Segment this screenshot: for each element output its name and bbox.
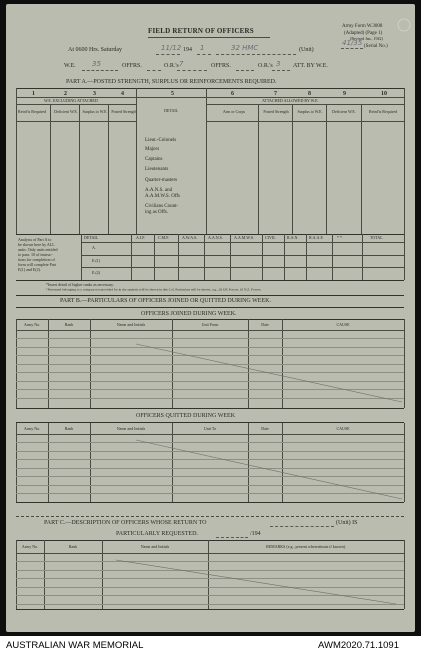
analysis-note-line: E(1) and E(2). bbox=[18, 267, 41, 272]
analysis-header: C.M.F. bbox=[158, 235, 170, 240]
we-ors-handwriting: 7 bbox=[179, 60, 184, 68]
table-header: CAUSE bbox=[336, 322, 350, 327]
part-c-heading: PART C.—DESCRIPTION OF OFFICERS WHOSE RETURN TO bbox=[44, 520, 207, 526]
table-header: Rank bbox=[64, 322, 74, 327]
analysis-row-label: E.(2) bbox=[92, 270, 101, 275]
table-header: Date bbox=[261, 322, 269, 327]
rank-label: ing as Offs. bbox=[145, 210, 169, 215]
table-header: Unit From bbox=[201, 322, 219, 327]
serial-label: (Serial No.) bbox=[364, 44, 388, 49]
analysis-header: A.A.M.W.S. bbox=[234, 235, 254, 240]
table-header: Name and Initials bbox=[140, 544, 170, 549]
adapted-label: (Adapted) (Page 1) bbox=[344, 31, 383, 36]
serial-handwriting: 41/35 bbox=[342, 39, 363, 47]
column-number: 9 bbox=[343, 91, 346, 97]
column-header: Deficient W.E. bbox=[332, 109, 356, 114]
joined-title: OFFICERS JOINED DURING WEEK. bbox=[141, 311, 237, 317]
footnote-ranks: *Insert detail of higher ranks as necessary. bbox=[46, 282, 114, 287]
rank-label: Civilians Count- bbox=[145, 204, 179, 209]
at-line-label: At 0600 Hrs. Saturday bbox=[68, 47, 122, 53]
analysis-header: TOTAL bbox=[370, 235, 383, 240]
rank-label: Lieut.-Colonels bbox=[145, 138, 177, 143]
part-c-year: /194 bbox=[250, 531, 261, 537]
table-header: Rank bbox=[64, 426, 74, 431]
caption-right: AWM2020.71.1091 bbox=[318, 640, 399, 651]
column-header: Posted Strength bbox=[263, 109, 289, 114]
rank-label: A.A.N.S. and bbox=[145, 188, 173, 193]
analysis-header: DETAIL bbox=[84, 235, 99, 240]
unit-label: (Unit) bbox=[299, 47, 314, 53]
column-header: Posted Strength bbox=[111, 109, 137, 114]
rank-label: Lieutenants bbox=[145, 167, 169, 172]
column-header: Arm or Corps bbox=[222, 109, 246, 114]
table-header: Army No. bbox=[23, 426, 41, 431]
analysis-header: CIVIL bbox=[265, 235, 276, 240]
part-c-unit-label: (Unit) IS bbox=[336, 520, 358, 526]
rank-label: A.A.M.W.S. Offs bbox=[145, 194, 181, 199]
we-ors-label: O.R.'s bbox=[164, 63, 179, 69]
table-header: Date bbox=[261, 426, 269, 431]
analysis-row-label: E.(1) bbox=[92, 258, 101, 263]
table-header: CAUSE bbox=[336, 426, 350, 431]
column-number: 10 bbox=[381, 91, 387, 97]
revised-label: (Revised Jan., 1942) bbox=[350, 36, 383, 41]
rank-label: Quarter-masters bbox=[145, 178, 178, 183]
archive-stamp bbox=[395, 16, 413, 34]
we-offrs-label: OFFRS. bbox=[122, 63, 142, 69]
analysis-header: * * bbox=[337, 235, 342, 240]
year-prefix: 194 bbox=[183, 47, 192, 53]
quitted-title: OFFICERS QUITTED DURING WEEK bbox=[136, 413, 236, 419]
cancellation-strokes bbox=[6, 4, 415, 632]
column-number: 1 bbox=[32, 91, 35, 97]
analysis-header: A.A.N.S. bbox=[208, 235, 223, 240]
column-number: 5 bbox=[171, 91, 174, 97]
analysis-header: R.A.N. bbox=[287, 235, 299, 240]
analysis-header: A.I.F. bbox=[136, 235, 146, 240]
analysis-note-line: Analysis of Part A to bbox=[18, 237, 52, 242]
rank-label: Captains bbox=[145, 157, 163, 162]
part-c-heading-b: PARTICULARLY REQUESTED. bbox=[116, 531, 198, 537]
att-ors-handwriting: 3 bbox=[276, 60, 281, 68]
analysis-note-line: be shown here by ALL bbox=[18, 242, 55, 247]
table-header: Army No. bbox=[21, 544, 39, 549]
analysis-row-label: A. bbox=[92, 245, 96, 250]
column-header: Reinf'ts Required bbox=[369, 109, 397, 114]
column-number: 8 bbox=[308, 91, 311, 97]
analysis-note-line: units. Only units entitled bbox=[18, 247, 58, 252]
table-header: REMARKS (e.g., present whereabouts if known). bbox=[266, 544, 346, 549]
column-header: Surplus to W.E. bbox=[297, 109, 323, 114]
we-offrs-handwriting: 35 bbox=[92, 60, 101, 68]
column-number: 6 bbox=[231, 91, 234, 97]
detail-header: DETAIL bbox=[164, 108, 179, 113]
att-ors-label: O.R.'s bbox=[258, 63, 273, 69]
att-by-we-label: ATT. BY W.E. bbox=[293, 63, 328, 69]
table-header: Name and Initials bbox=[116, 426, 146, 431]
date-handwriting: 11/12 bbox=[161, 44, 182, 52]
column-number: 2 bbox=[64, 91, 67, 97]
unit-handwriting: 32 HMC bbox=[231, 44, 259, 52]
table-header: Army No. bbox=[23, 322, 41, 327]
column-number: 3 bbox=[93, 91, 96, 97]
form-title: FIELD RETURN OF OFFICERS bbox=[148, 27, 254, 35]
we-excluding-label: W.E. EXCLUDING ATTACHED bbox=[44, 98, 98, 103]
analysis-note-line: to para. 10 of instruc- bbox=[18, 252, 53, 257]
column-header: Reinf'ts Required bbox=[18, 109, 46, 114]
caption-bar bbox=[0, 636, 421, 653]
table-header: Rank bbox=[68, 544, 78, 549]
year-handwriting: 1 bbox=[200, 44, 205, 52]
analysis-header: A.W.A.S. bbox=[182, 235, 198, 240]
part-a-heading: PART A.—POSTED STRENGTH, SURPLUS OR REINFORCEMENTS REQUIRED. bbox=[66, 79, 277, 85]
part-b-heading: PART B.—PARTICULARS OF OFFICERS JOINED OR QUITTED DURING WEEK. bbox=[60, 298, 271, 304]
caption-left: AUSTRALIAN WAR MEMORIAL bbox=[6, 640, 144, 651]
footnote-categories: *Personnel belonging to a category not provided for in the analysis will be shown in this Col. Particulars will be shown, e.g., 26 UK Forces, 10 N.Z. Forces. bbox=[46, 287, 262, 292]
table-header: Unit To bbox=[203, 426, 217, 431]
column-number: 4 bbox=[121, 91, 124, 97]
form-sheet bbox=[6, 4, 415, 632]
attached-allowed-label: ATTACHED ALLOWED BY W.E. bbox=[262, 98, 319, 103]
table-header: Name and Initials bbox=[116, 322, 146, 327]
we-label: W.E. bbox=[64, 63, 76, 69]
analysis-note-line: form will complete Part bbox=[18, 262, 57, 267]
army-form-number: Army Form W.3008 bbox=[342, 24, 383, 29]
analysis-header: R.A.A.F. bbox=[309, 235, 324, 240]
rank-label: Majors bbox=[145, 147, 160, 152]
analysis-note-line: tions for completion of bbox=[18, 257, 55, 262]
att-offrs-label: OFFRS. bbox=[211, 63, 231, 69]
column-number: 7 bbox=[274, 91, 277, 97]
column-header: Deficient W.E. bbox=[54, 109, 78, 114]
column-header: Surplus to W.E. bbox=[82, 109, 108, 114]
